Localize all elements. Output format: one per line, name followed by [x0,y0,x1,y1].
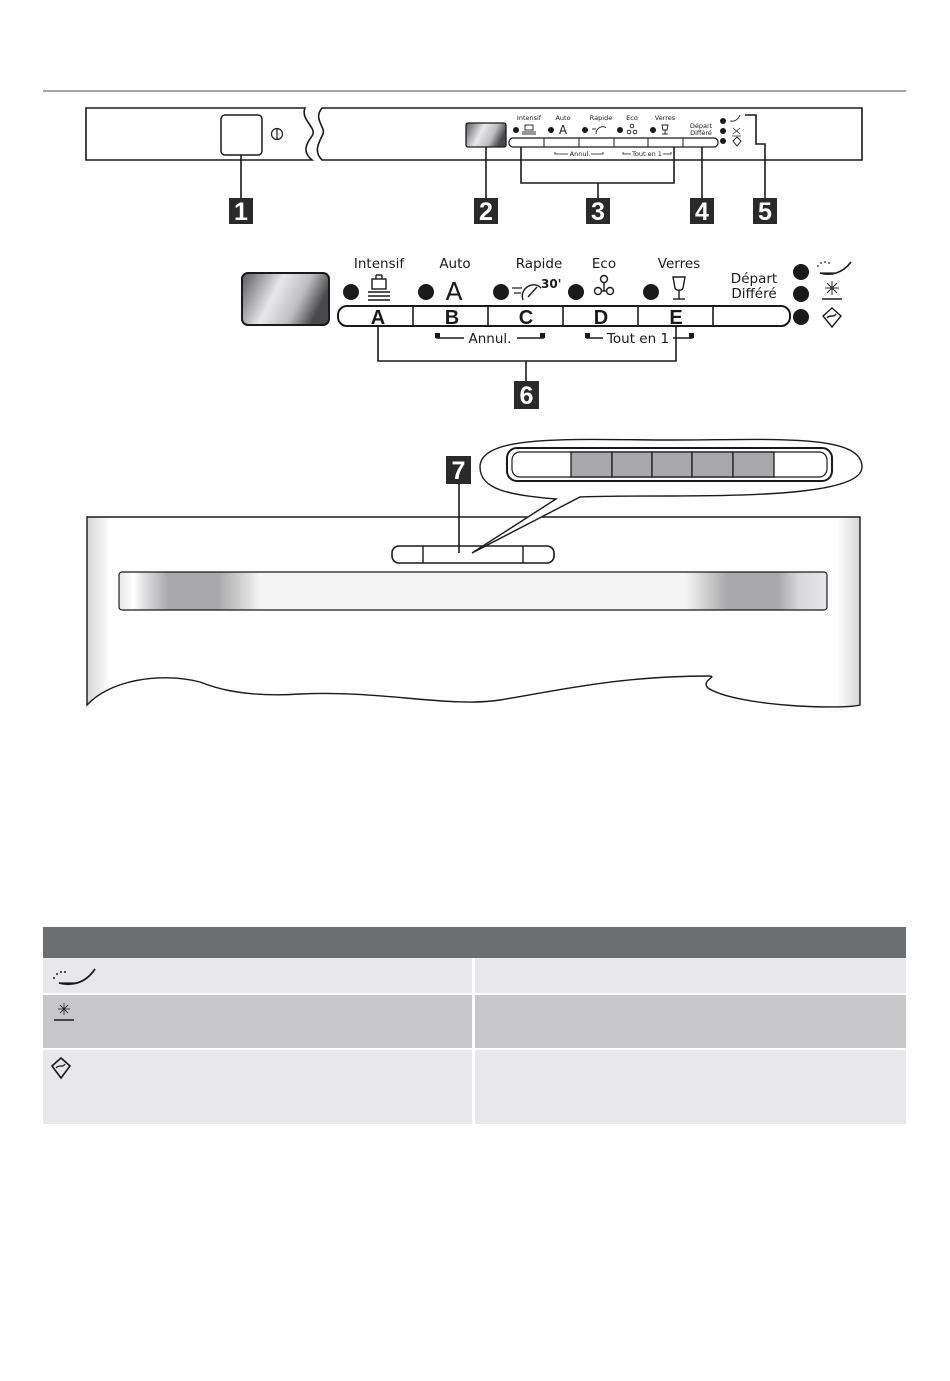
label-rapide: Rapide [515,256,563,272]
small-letter-a-icon: A [558,123,568,137]
label-intensif: Intensif [353,256,405,272]
led-intensif [343,284,359,300]
button-b[interactable]: B [444,307,460,329]
small-label-differe: Différé [690,129,712,137]
button-e[interactable]: E [669,307,683,329]
small-label-auto: Auto [555,114,571,122]
small-led-c [582,127,588,133]
callout-7 [446,456,471,485]
button-c[interactable]: C [518,307,534,329]
door-button-strip[interactable] [392,546,554,563]
display-small [466,123,506,147]
led-verres [643,284,659,300]
salt-icon [822,281,842,299]
salt-icon [49,1001,79,1025]
small-label-intensif: Intensif [516,114,542,122]
callout-4 [690,198,714,226]
led-eco [568,284,584,300]
svg-text:6: 6 [519,382,534,410]
small-led-e [650,127,656,133]
panel-detail [242,256,851,381]
svg-text:3: 3 [591,198,605,226]
indicator-table [43,927,906,1124]
pot-icon [368,275,390,300]
table-row [43,994,906,1049]
svg-text:4: 4 [695,198,709,226]
rinse-aid-icon [817,261,851,274]
callout-6 [514,381,539,410]
eco-icon [595,276,614,295]
small-led-rinse [720,118,726,124]
button-depart-differe[interactable] [714,307,789,325]
small-label-rapide: Rapide [589,114,613,122]
table-row [43,958,906,994]
label-auto: Auto [439,256,471,272]
callout-2 [474,198,498,226]
small-tout-label: Tout en 1 [632,150,662,158]
label-verres: Verres [657,256,701,272]
led-rapide [493,284,509,300]
small-led-b [548,127,554,133]
button-d[interactable]: D [593,307,609,329]
display-large [242,273,329,325]
small-label-eco: Eco [626,114,638,122]
rapide-30-icon [512,277,561,300]
glass-icon [673,277,685,299]
table-header [43,927,906,958]
led-salt [793,286,809,302]
svg-text:7: 7 [451,457,466,485]
annul-label: Annul. [468,331,512,347]
label-depart: Départ [730,271,778,287]
callout-5 [753,198,777,226]
svg-text:5: 5 [758,198,772,226]
door-view [87,517,860,707]
small-led-multitab [720,138,726,144]
power-button[interactable] [221,115,262,155]
letter-a-icon: A [445,277,463,306]
multitab-icon [49,1056,73,1080]
table-row [43,1049,906,1124]
small-label-verres: Verres [654,114,676,122]
rinse-aid-icon [49,964,101,986]
small-led-salt [720,128,726,134]
label-differe: Différé [731,286,777,302]
led-auto [418,284,434,300]
svg-text:30': 30' [541,277,562,291]
small-led-d [617,127,623,133]
svg-text:1: 1 [234,198,248,226]
door-handle[interactable] [119,572,827,610]
small-led-a [513,127,519,133]
callout-3 [586,198,610,226]
svg-text:2: 2 [479,198,493,226]
tout-en-1-label: Tout en 1 [606,331,670,347]
label-eco: Eco [591,256,617,272]
led-multitab [793,309,809,325]
small-label-depart: Départ [689,122,713,130]
led-rinse-aid [793,264,809,280]
small-annul-label: Annul. [569,150,591,158]
button-a[interactable]: A [370,307,386,329]
multitab-icon [823,308,841,327]
callout-1 [229,198,253,226]
